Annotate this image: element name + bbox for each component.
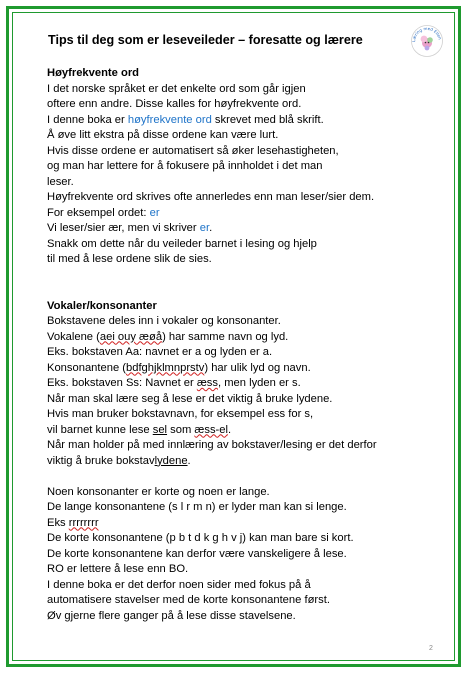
text-line: Vokalene (aei ouy æøå) har samme navn og lyd. — [47, 330, 289, 343]
text-line: automatisere stavelser med de korte konsonantene først. — [47, 594, 330, 606]
text-line: Når man holder på med innlæring av bokstaver/lesing er det derfor — [47, 439, 377, 451]
text-line: Eks rrrrrrrr — [47, 516, 99, 529]
document-body — [47, 66, 447, 624]
text-line: Hvis disse ordene er automatisert så øker lesehastigheten, — [47, 144, 339, 157]
text-line: vil barnet kunne lese sel som æss-el. — [47, 423, 232, 436]
text-line: Høyfrekvente ord skrives ofte annerledes enn man leser/sier dem. — [47, 191, 375, 203]
text-line: De lange konsonantene (s l r m n) er lyder man kan si lenge. — [47, 501, 347, 513]
text-line: viktig å bruke bokstavlydene. — [47, 454, 191, 467]
highlighted-word: er — [199, 222, 210, 234]
text-line: og man har lettere for å fokusere på innholdet i det man — [47, 160, 323, 172]
text-line: Eks. bokstaven Aa: navnet er a og lyden er a. — [47, 346, 273, 358]
logo-text: Læring med Ellen — [410, 25, 443, 43]
text-line: Vi leser/sier ær, men vi skriver er. — [47, 222, 213, 234]
text-line: Hvis man bruker bokstavnavn, for eksempel ess for s, — [47, 408, 314, 420]
text-line: I det norske språket er det enkelte ord som går igjen — [47, 82, 306, 95]
text-line: For eksempel ordet: er — [47, 206, 160, 219]
text-line: RO er lettere å lese enn BO. — [47, 563, 189, 575]
text-line: leser. — [47, 175, 74, 188]
text-line: oftere enn andre. Disse kalles for høyfrekvente ord. — [47, 98, 302, 110]
text-line: Snakk om dette når du veileder barnet i lesing og hjelp — [47, 237, 317, 250]
text-line: I denne boka er det derfor noen sider med fokus på å — [47, 578, 311, 591]
logo — [410, 24, 444, 58]
section-heading-hoyfrekvente: Høyfrekvente ord — [47, 67, 140, 79]
highlighted-word: høyfrekvente ord — [127, 113, 212, 126]
text-line: Noen konsonanter er korte og noen er lange. — [47, 485, 270, 498]
text-line: Bokstavene deles inn i vokaler og konsonanter. — [47, 315, 281, 327]
text-line: Når man skal lære seg å lese er det viktig å bruke lydene. — [47, 392, 333, 405]
text-line: De korte konsonantene kan derfor være vanskeligere å lese. — [47, 547, 347, 560]
text-line: I denne boka er høyfrekvente ord skrevet med blå skrift. — [47, 113, 324, 126]
text-line: til med å lese ordene slik de sies. — [47, 253, 212, 265]
text-line: Å øve litt ekstra på disse ordene kan være lurt. — [47, 129, 279, 141]
page-number: 2 — [429, 645, 433, 652]
section-heading-vokaler: Vokaler/konsonanter — [47, 299, 157, 312]
text-line: Eks. bokstaven Ss: Navnet er æss, men lyden er s. — [47, 377, 301, 389]
highlighted-word: er — [149, 206, 160, 219]
text-line: Konsonantene (bdfghjklmnprstv) har ulik lyd og navn. — [47, 361, 311, 374]
text-line: Øv gjerne flere ganger på å lese disse stavelsene. — [47, 609, 296, 622]
page-title: Tips til deg som er leseveileder – foresatte og lærere — [48, 33, 363, 47]
text-line: De korte konsonantene (p b t d k g h v j) kan man bare si kort. — [47, 532, 354, 544]
